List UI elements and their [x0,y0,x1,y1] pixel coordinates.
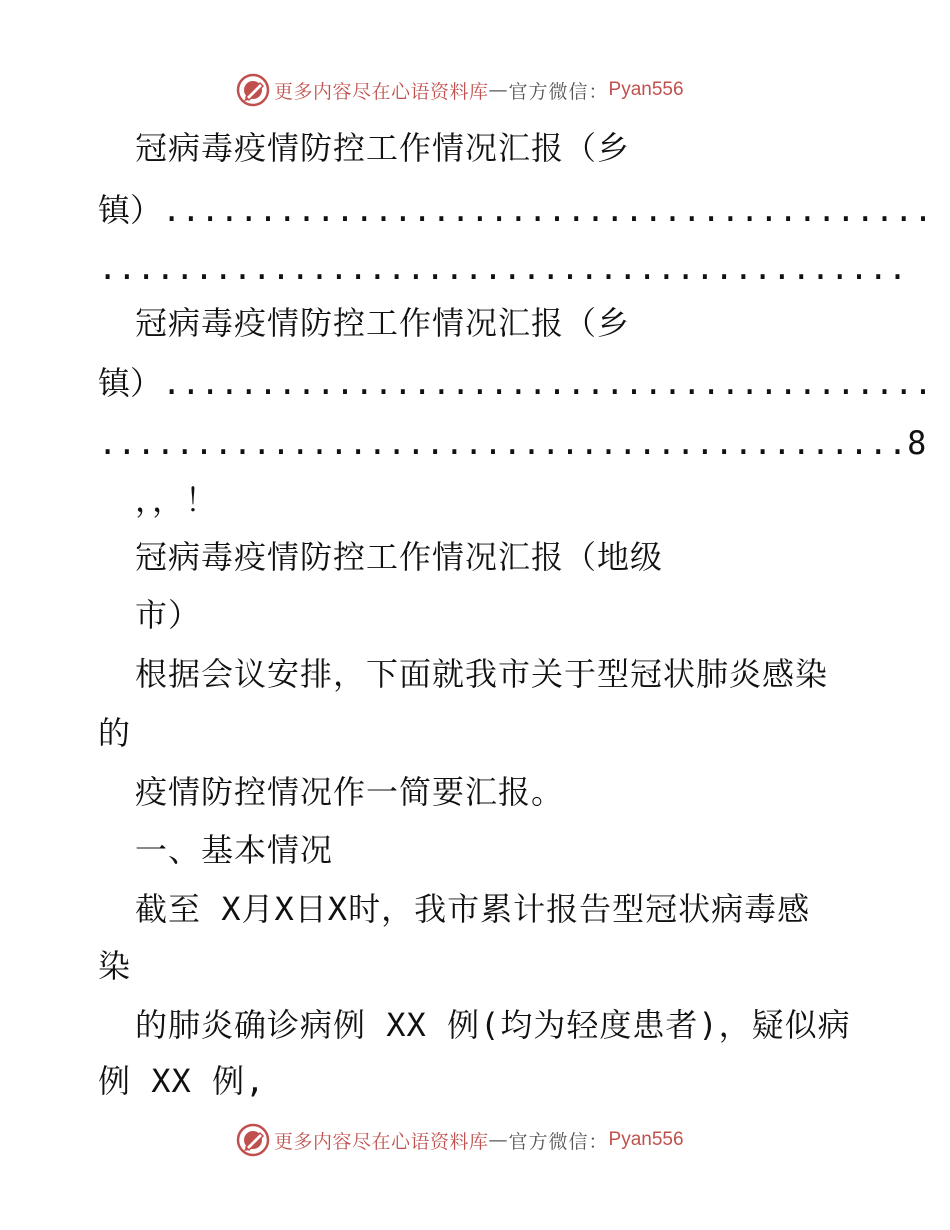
paragraph-2-line-1: 截至 X月X日X时，我市累计报告型冠状病毒感 [135,890,811,928]
paragraph-2-line-3: 的肺炎确诊病例 XX 例(均为轻度患者)，疑似病 [135,1006,851,1044]
toc-entry-2-line-2[interactable]: 镇）........................................ [98,364,933,402]
paragraph-1-line-2: 的 [98,714,132,752]
paragraph-2-line-2: 染 [98,947,132,985]
toc-entry-1-line-2[interactable]: 镇）........................................ [98,191,933,229]
footer-watermark [236,1122,684,1158]
paragraph-1-line-3: 疫情防控情况作一简要汇报。 [135,773,565,811]
document-title-continued: 市） [135,596,202,634]
paragraph-1-line-1: 根据会议安排，下面就我市关于型冠状肺炎感染 [135,655,829,693]
pen-logo-icon [236,1123,270,1157]
watermark-brand: 更多内容尽在心语资料库 [274,1130,489,1153]
watermark-official: 官方微信： [508,80,609,103]
pen-logo-icon [236,73,270,107]
header-watermark [236,72,684,108]
watermark-wechat-id: Pyan556 [608,79,684,100]
watermark-official: 官方微信： [508,1130,609,1153]
document-title: 冠病毒疫情防控工作情况汇报（地级 [135,538,664,576]
toc-entry-1-line-3[interactable]: .......................................... [98,249,908,287]
watermark-wechat-id: Pyan556 [608,1129,684,1150]
toc-entry-1-line-1[interactable]: 冠病毒疫情防控工作情况汇报（乡 [135,129,631,167]
section-heading-basic-situation: 一、基本情况 [135,831,334,869]
watermark-dash: — [488,79,509,101]
toc-entry-2-line-3[interactable]: ..........................................8 [98,424,927,462]
watermark-dash: — [488,1129,509,1151]
watermark-brand: 更多内容尽在心语资料库 [274,80,489,103]
punctuation-line: ，，！ [135,481,219,519]
paragraph-2-line-4: 例 XX 例, [98,1062,266,1100]
toc-entry-2-line-1[interactable]: 冠病毒疫情防控工作情况汇报（乡 [135,304,631,342]
